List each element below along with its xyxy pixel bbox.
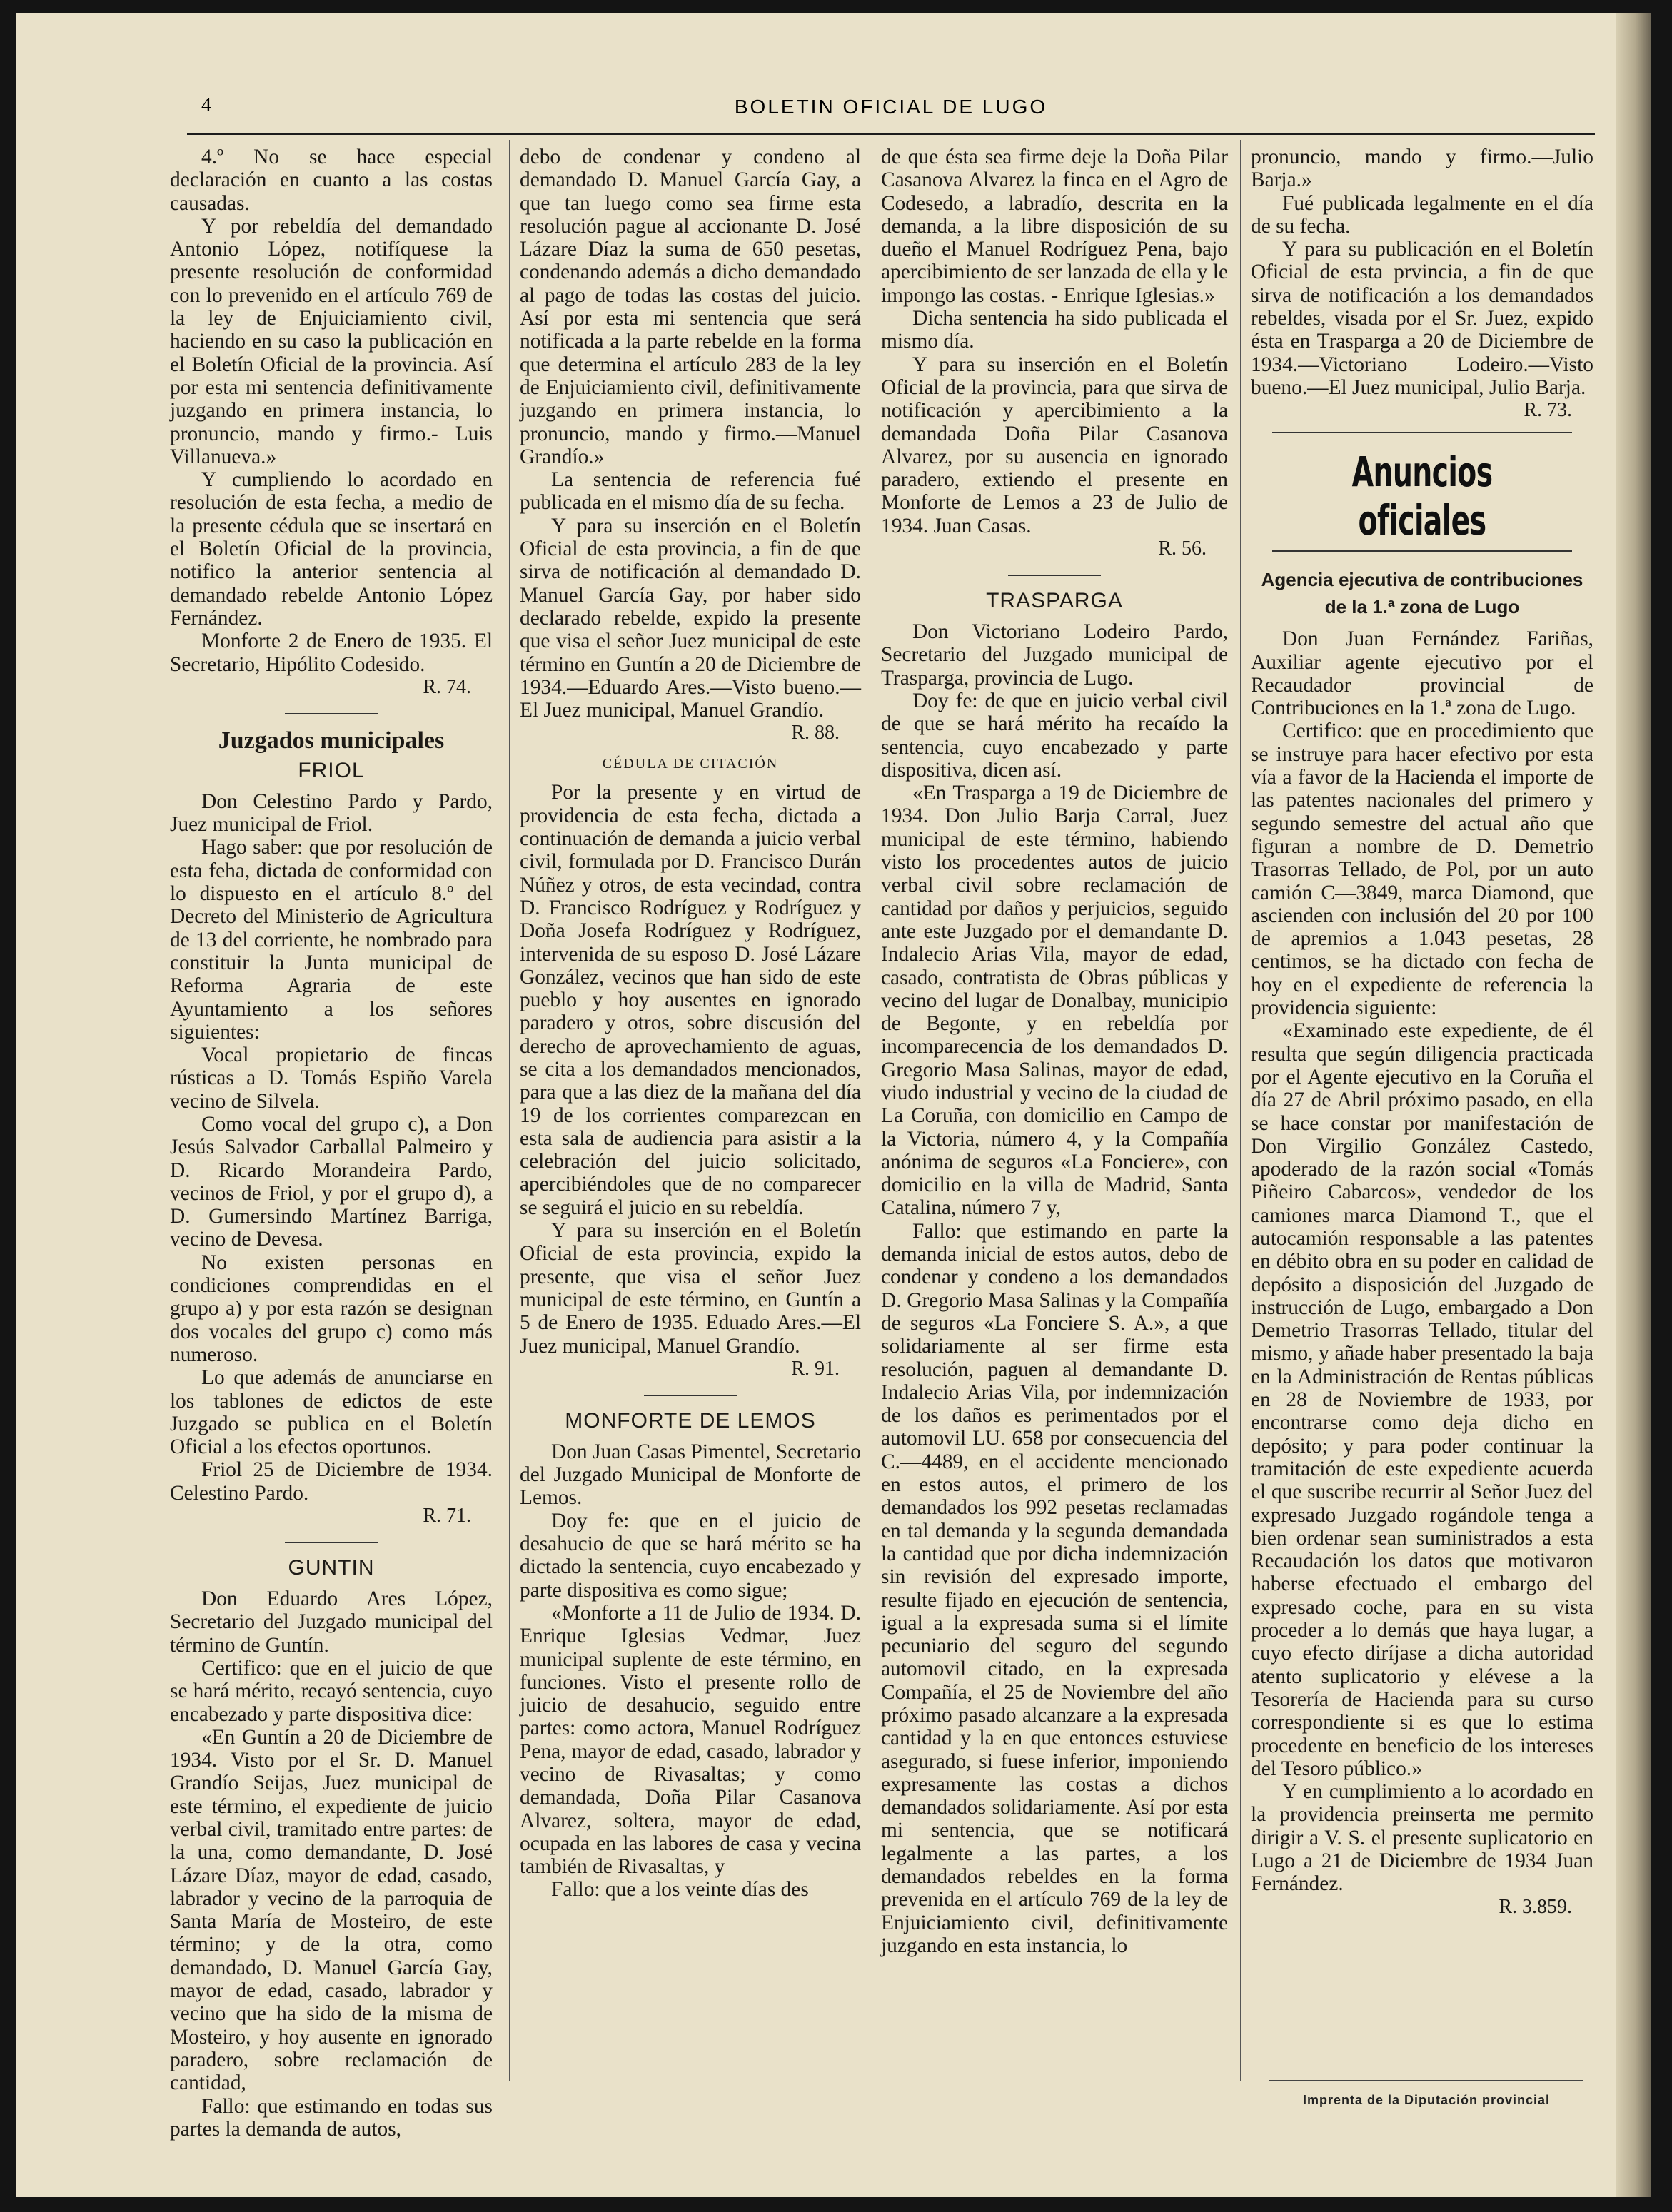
paragraph: Y para su inserción en el Boletín Oficial de la provincia, para que sirva de notificación y apercibimiento a la demandada Doña Pilar Casanova Alvarez, por su ausencia en ignorado paradero, extiendo el presente en Monforte de Lemos a 23 de Julio de 1934. Juan Casas. [881, 353, 1228, 537]
paragraph: Don Juan Fernández Fariñas, Auxiliar agente ejecutivo por el Recaudador provincial de Contribuciones en la 1.ª zona de Lugo. [1251, 627, 1593, 720]
paragraph: Don Celestino Pardo y Pardo, Juez municipal de Friol. [170, 789, 493, 837]
page-number: 4 [201, 94, 211, 116]
subsection-heading: CÉDULA DE CITACIÓN [602, 756, 779, 772]
column-3 [881, 146, 1228, 2080]
subsection-heading: FRIOL [298, 758, 365, 782]
column-2 [520, 146, 861, 2080]
separator [285, 713, 378, 714]
banner-heading: Anuncios oficiales [1351, 448, 1493, 545]
reference-number: R. 74. [423, 675, 471, 698]
paragraph: Certifico: que en procedimiento que se instruye para hacer efectivo por esta vía a favor de la Hacienda el importe de las patentes nacionales del primero y segundo semestre del actual año que figuran a nombre de D. Demetrio Trasorras Tellado, de Pol, por un auto camión C—3849, marca Diamond, que ascienden con inclusión del 20 por 100 de apremios a 1.043 pesetas, 28 centimos, se ha dictado con fecha de hoy en el expediente de referencia la providencia siguiente: [1251, 719, 1593, 1020]
paragraph: Y para su inserción en el Boletín Oficial de esta provincia, expido la presente, que visa el señor Juez municipal de este término, en Guntín a 5 de Enero de 1935. Eduado Ares.—El Juez municipal, Manuel Grandío. [520, 1219, 861, 1358]
paragraph: Y en cumplimiento a lo acordado en la providencia preinserta me permito dirigir a V. S. el presente suplicatorio en Lugo a 21 de Diciembre de 1934 Juan Fernández. [1251, 1780, 1593, 1896]
paragraph: La sentencia de referencia fué publicada en el mismo día de su fecha. [520, 468, 861, 515]
paragraph: Doy fe: que en el juicio de desahucio de que se hará mérito se ha dictado la sentencia, cuyo encabezado y parte dispositiva es como sigue; [520, 1509, 861, 1602]
paragraph: Don Juan Casas Pimentel, Secretario del Juzgado Municipal de Monforte de Lemos. [520, 1440, 861, 1510]
paragraph: pronuncio, mando y firmo.—Julio Barja.» [1251, 146, 1593, 192]
separator [1008, 575, 1101, 576]
paragraph: «En Trasparga a 19 de Diciembre de 1934. Don Julio Barja Carral, Juez municipal de este término, habiendo visto los procedentes autos de juicio verbal civil sobre reclamación de cantidad por daños y perjuicios, seguido ante este Juzgado por el demandante D. Indalecio Arias Vila, mayor de edad, casado, contratista de Obras públicas y vecino del lugar de Donalbay, municipio de Begonte, y en rebeldía por incomparecencia de los demandados D. Gregorio Masa Salinas, mayor de edad, viudo industrial y vecino de la ciudad de La Coruña, con domicilio en Campo de la Victoria, número 4, y la Compañía anónima de seguros «La Fonciere», con domicilio en la villa de Madrid, Santa Catalina, número 7 y, [881, 782, 1228, 1220]
reference-number: R. 3.859. [1499, 1895, 1572, 1918]
page-spine-shadow [1616, 13, 1651, 2197]
header-rule [187, 133, 1595, 135]
paragraph: debo de condenar y condeno al demandado D. Manuel García Gay, a que tan luego como sea firme esta resolución pague al accionante D. José Lázare Díaz la suma de 650 pesetas, condenando además a dicho demandado al pago de todas las costas del juicio. Así por esta mi sentencia que será notificada a la parte rebelde en la forma que determina el artículo 283 de la ley de Enjuiciamiento civil, definitivamente juzgando en primera instancia, lo pronuncio, mando y firmo.—Manuel Grandío.» [520, 146, 861, 468]
paragraph: Fué publicada legalmente en el día de su fecha. [1251, 191, 1593, 238]
paragraph: Monforte 2 de Enero de 1935. El Secretario, Hipólito Codesido. [170, 630, 493, 676]
section-heading: Juzgados municipales [218, 727, 445, 754]
separator [644, 1395, 737, 1396]
paragraph: de que ésta sea firme deje la Doña Pilar Casanova Alvarez la finca en el Agro de Codesedo, a labradío, descrita en la demanda, a la libre disposición de su dueño el Manuel Rodríguez Pena, bajo apercibimiento de ser lanzada de ella y le impongo las costas. - Enrique Iglesias.» [881, 146, 1228, 307]
column-divider [509, 140, 510, 2081]
paragraph: Don Eduardo Ares López, Secretario del Juzgado municipal del término de Guntín. [170, 1587, 493, 1657]
paragraph: Fallo: que estimando en todas sus partes la demanda de autos, [170, 2094, 493, 2141]
paragraph: Lo que además de anunciarse en los tablones de edictos de este Juzgado se publica en el Boletín Oficial a los efectos oportunos. [170, 1366, 493, 1459]
paragraph: «Examinado este expediente, de él resulta que según diligencia practicada por el Agente ejecutivo en la Coruña el día 27 de Abril próximo pasado, en ella se hace constar por manifestación de Don Virgilio González Castedo, apoderado de la razón social «Tomás Piñeiro Cabarcos», vendedor de los camiones marca Diamond T., que el autocamión responsable a las patentes en débito obra en su poder en calidad de depósito a disposición del Juzgado de instrucción de Lugo, embargado a Don Demetrio Trasorras Tellado, titular del mismo, y añade haber presentado la baja en la Administración de Rentas públicas en 28 de Noviembre de 1933, por encontrarse como deja dicho en depósito; y para poder continuar la tramitación de este expediente acuerda el que suscribe recurrir al Señor Juez del expresado Juzgado rogándole tenga a bien ordenar sean suministrados a esta Recaudación los datos que motivaron haberse efectuado el embargo del expresado coche, para en su vista proceder a lo demás que haya lugar, a cuyo efecto diríjase a dicha autoridad atento suplicatorio y elévese a la Tesorería de Hacienda para su curso correspondiente si es que lo estima procedente en beneficio de los intereses del Tesoro público.» [1251, 1019, 1593, 1780]
page-header [187, 91, 1595, 120]
paragraph: Hago saber: que por resolución de esta feha, dictada de conformidad con lo dispuesto en el artículo 8.º del Decreto del Ministerio de Agricultura de 13 del corriente, he nombrado para constituir la Junta municipal de Reforma Agraria de este Ayuntamiento a los señores siguientes: [170, 836, 493, 1044]
footer-rule [1269, 2080, 1583, 2081]
paragraph: Y para su publicación en el Boletín Oficial de esta prvincia, a fin de que sirva de notificación a los demandados rebeldes, visada por el Sr. Juez, expido ésta en Trasparga a 20 de Diciembre de 1934.—Victoriano Lodeiro.—Visto bueno.—El Juez municipal, Julio Barja. [1251, 238, 1593, 399]
paragraph: 4.º No se hace especial declaración en cuanto a las costas causadas. [170, 146, 493, 215]
subsection-heading: GUNTIN [288, 1556, 375, 1580]
column-divider [1240, 140, 1241, 2081]
agency-heading [1251, 566, 1593, 620]
subsection-heading: TRASPARGA [986, 589, 1123, 613]
paragraph: Por la presente y en virtud de providencia de esta fecha, dictada a continuación de demanda a juicio verbal civil, formulada por D. Francisco Durán Núñez y otros, de esta vecindad, contra D. Francisco Rodríguez y Rodríguez y Doña Josefa Rodríguez y Rodríguez, intervenida de su esposo D. José Lázare González, vecinos que han sido de este pueblo y hoy ausentes en ignorado paradero y otros, sobre discusión del derecho de aprovechamiento de aguas, se cita a los demandados mencionados, para que a las diez de la mañana del día 19 de los corrientes comparezcan en esta sala de audiencia para asistir a la celebración del juicio solicitado, apercibiéndoles que de no comparecer se seguirá el juicio en su rebeldía. [520, 781, 861, 1219]
paragraph: Dicha sentencia ha sido publicada el mismo día. [881, 307, 1228, 353]
paragraph: Fallo: que a los veinte días des [551, 1878, 809, 1902]
reference-number: R. 91. [791, 1357, 840, 1380]
paragraph: Fallo: que estimando en parte la demanda inicial de estos autos, debo de condenar y condeno a los demandados D. Gregorio Masa Salinas y la Compañía de seguros «La Fonciere S. A.», a que solidariamente al ser firme esta resolución, paguen al demandante D. Indalecio Arias Vila, por indemnización de los daños es perimentados por el automovil LU. 658 por consecuencia del C.—4489, en el accidente mencionado en estos autos, el primero de los demandados los 992 pesetas reclamadas en tal demanda y la segunda demandada la cantidad que por dicha indemnización sin revisión del expresado importe, resulte fijado en ejecución de sentencia, igual a la expresada suma si el límite pecuniario del seguro del segundo automovil citado, en la expresada Compañía, el 25 de Noviembre del año próximo pasado alcanzare a la expresada cantidad y la en que entonces estuviese asegurado, si fuese inferior, imponiendo expresamente las costas a dichos demandados solidariamente. Así por esta mi sentencia, que se notificará legalmente a las partes, a los demandados rebeldes en la forma prevenida en el artículo 769 de la ley de Enjuiciamiento civil, definitivamente juzgando en esta instancia, lo [881, 1219, 1228, 1957]
banner-rule-bottom [1272, 550, 1572, 552]
printer-imprint: Imprenta de la Diputación provincial [1302, 2093, 1551, 2107]
column-1 [170, 146, 493, 2141]
paragraph: «Monforte a 11 de Julio de 1934. D. Enrique Iglesias Vedmar, Juez municipal suplente de este término, en funciones. Visto el presente rollo de juicio de desahucio, seguido entre partes: como actora, Manuel Rodríguez Pena, mayor de edad, casado, labrador y vecino de Rivasaltas; y como demandada, Doña Pilar Casanova Alvarez, soltera, mayor de edad, ocupada en las labores de casa y vecina también de Rivasaltas, y [520, 1601, 861, 1879]
reference-number: R. 73. [1524, 399, 1572, 422]
banner-rule-top [1272, 432, 1572, 433]
paragraph: Friol 25 de Diciembre de 1934. Celestino Pardo. [170, 1458, 493, 1505]
reference-number: R. 88. [791, 722, 840, 744]
subsection-heading: MONFORTE DE LEMOS [565, 1408, 816, 1433]
agency-heading-line: de la 1.ª zona de Lugo [1324, 596, 1520, 618]
paragraph: Como vocal del grupo c), a Don Jesús Salvador Carballal Palmeiro y D. Ricardo Morandeira Pardo, vecinos de Friol, y por el grupo d), a D. Gumersindo Martínez Barriga, vecino de Devesa. [170, 1112, 493, 1251]
paragraph: Vocal propietario de fincas rústicas a D. Tomás Espiño Varela vecino de Silvela. [170, 1044, 493, 1113]
agency-heading-line: Agencia ejecutiva de contribuciones [1261, 569, 1583, 591]
paragraph: «En Guntín a 20 de Diciembre de 1934. Visto por el Sr. D. Manuel Grandío Seijas, Juez municipal de este término, el expediente de juicio verbal civil, tramitado entre partes: de la una, como demandante, D. José Lázare Díaz, mayor de edad, casado, labrador y vecino de la parroquia de Santa María de Mosteiro, de este término; y de la otra, como demandado, D. Manuel García Gay, mayor de edad, casado, labrador y vecino que ha sido de la misma de Mosteiro, y hoy ausente en ignorado paradero, sobre reclamación de cantidad, [170, 1725, 493, 2095]
paragraph: Certifico: que en el juicio de que se hará mérito, recayó sentencia, cuyo encabezado y parte dispositiva dice: [170, 1656, 493, 1726]
column-4 [1251, 146, 1593, 2080]
reference-number: R. 71. [423, 1505, 471, 1527]
paragraph: Doy fe: de que en juicio verbal civil de que se hará mérito ha recaído la sentencia, cuyo encabezado y parte dispositiva, dicen así. [881, 689, 1228, 782]
paragraph: Y cumpliendo lo acordado en resolución de esta fecha, a medio de la presente cédula que se insertará en el Boletín Oficial de la provincia, notifico la anterior sentencia al demandado rebelde Antonio López Fernández. [170, 468, 493, 630]
paragraph: Don Victoriano Lodeiro Pardo, Secretario del Juzgado municipal de Trasparga, provincia de Lugo. [881, 620, 1228, 690]
paragraph: Y por rebeldía del demandado Antonio López, notifíquese la presente resolución de conformidad con lo prevenido en el artículo 769 de la ley de Enjuiciamiento civil, haciendo en su caso la publicación en el Boletín Oficial de la provincia. Así por esta mi sentencia definitivamente juzgando en primera instancia, lo pronuncio, mando y firmo.- Luis Villanueva.» [170, 214, 493, 468]
paragraph: Y para su inserción en el Boletín Oficial de esta provincia, a fin de que sirva de notificación al demandado D. Manuel García Gay, por haber sido declarado rebelde, expido la presente que visa el señor Juez municipal de este término en Guntín a 20 de Diciembre de 1934.—Eduardo Ares.—Visto bueno.—El Juez municipal, Manuel Grandío. [520, 514, 861, 722]
separator [285, 1542, 378, 1543]
publication-title: BOLETIN OFICIAL DE LUGO [734, 96, 1048, 118]
reference-number: R. 56. [1158, 537, 1207, 560]
paragraph: No existen personas en condiciones comprendidas en el grupo a) y por esta razón se designan dos vocales del grupo c) como más numeroso. [170, 1251, 493, 1366]
